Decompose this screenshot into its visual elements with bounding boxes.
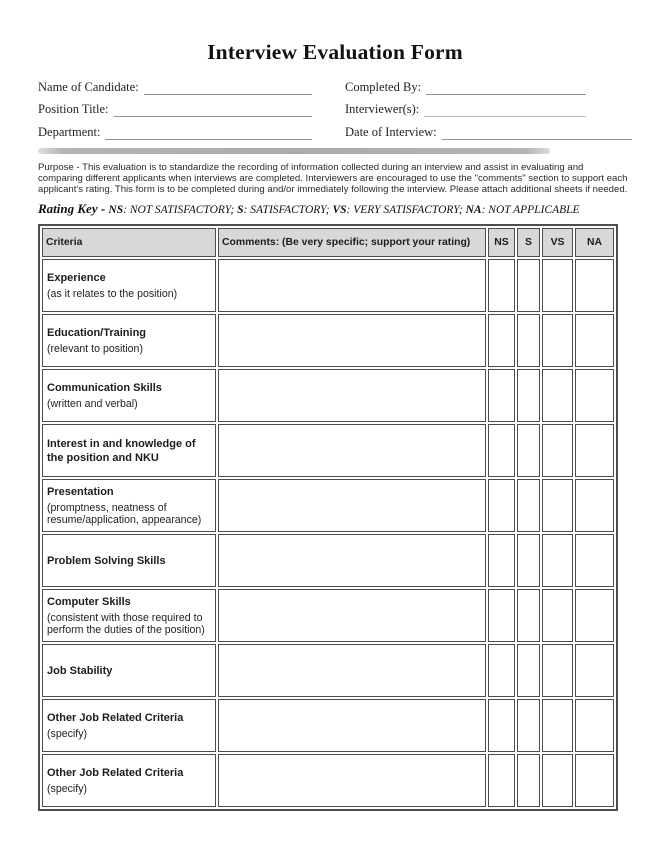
criterion-title: Other Job Related Criteria [47,766,184,779]
criterion-title: Presentation [47,485,114,498]
purpose-text: Purpose - This evaluation is to standardize the recording of information collected during an interview and assist in evaluating and comparing different applicants when interviews are completed. Interviewers are encouraged to use the "comments" section to support each applicant's rating. This form is to be completed during and/or immediately following the interview. Please attach additional sheets if needed. [38,161,628,195]
rating-cell-vs[interactable] [542,424,573,477]
completed-by-label: Completed By: [345,79,422,94]
comment-cell[interactable] [218,754,486,807]
header-criteria: Criteria [42,228,216,257]
criteria-row [42,314,614,367]
header-comments: Comments: (Be very specific; support your rating) [218,228,486,257]
rating-key-code-s: S [237,204,244,217]
criteria-row [42,644,614,697]
rating-key-code-ns: NS [108,204,124,217]
field-row-department [38,117,312,140]
criterion-title: Communication Skills [47,381,162,394]
rating-cell-na[interactable] [575,534,614,587]
rating-cell-s[interactable] [517,314,540,367]
rating-cell-s[interactable] [517,589,540,642]
comment-cell[interactable] [218,424,486,477]
rating-cell-na[interactable] [575,424,614,477]
header-fields [38,72,632,140]
comment-cell[interactable] [218,699,486,752]
criterion-title: Other Job Related Criteria [47,711,184,724]
rating-key-code-vs: VS [332,204,347,217]
divider-bar [38,148,550,154]
criteria-cell [42,369,216,422]
criterion-note: (specify) [47,782,88,795]
rating-cell-s[interactable] [517,699,540,752]
criteria-row [42,369,614,422]
rating-cell-vs[interactable] [542,259,573,312]
criterion-note: (specify) [47,727,88,740]
criteria-cell [42,699,216,752]
header-na: NA [575,228,614,257]
table-header-row [42,228,614,257]
criterion-title: Job Stability [47,664,113,677]
interviewers-input-line[interactable] [424,102,586,117]
comment-cell[interactable] [218,369,486,422]
field-row-interviewers [345,95,632,118]
rating-cell-ns[interactable] [488,369,515,422]
rating-cell-na[interactable] [575,589,614,642]
criteria-cell [42,479,216,532]
rating-key-meaning-vs: : VERY SATISFACTORY; [346,204,466,217]
rating-key-code-na: NA [465,204,482,217]
criterion-note: (promptness, neatness of resume/application, appearance) [47,501,202,527]
criterion-title: Problem Solving Skills [47,554,166,567]
completed-by-input-line[interactable] [426,80,586,95]
rating-cell-na[interactable] [575,259,614,312]
evaluation-table [38,224,618,811]
criteria-cell [42,534,216,587]
rating-cell-vs[interactable] [542,314,573,367]
rating-cell-vs[interactable] [542,754,573,807]
rating-cell-s[interactable] [517,369,540,422]
comment-cell[interactable] [218,479,486,532]
criteria-row [42,534,614,587]
field-row-position-title [38,95,312,118]
field-row-date-of-interview [345,117,632,140]
rating-cell-na[interactable] [575,699,614,752]
criteria-row [42,424,614,477]
header-s: S [517,228,540,257]
rating-cell-vs[interactable] [542,479,573,532]
rating-cell-ns[interactable] [488,754,515,807]
comment-cell[interactable] [218,314,486,367]
criterion-title: Interest in and knowledge of the position and NKU [47,437,196,464]
rating-cell-vs[interactable] [542,534,573,587]
header-ns: NS [488,228,515,257]
rating-cell-ns[interactable] [488,424,515,477]
rating-cell-ns[interactable] [488,479,515,532]
rating-cell-s[interactable] [517,644,540,697]
date-of-interview-input-line[interactable] [442,125,632,140]
criterion-note: (written and verbal) [47,397,138,410]
rating-cell-vs[interactable] [542,644,573,697]
comment-cell[interactable] [218,589,486,642]
rating-cell-s[interactable] [517,754,540,807]
criterion-title: Education/Training [47,326,147,339]
field-row-completed-by [345,72,632,95]
criteria-cell [42,644,216,697]
position-title-input-line[interactable] [114,102,312,117]
rating-key-meaning-s: : SATISFACTORY; [243,204,333,217]
name-of-candidate-label: Name of Candidate: [38,79,139,94]
rating-cell-na[interactable] [575,644,614,697]
department-input-line[interactable] [105,125,312,140]
criteria-cell [42,314,216,367]
criteria-cell [42,424,216,477]
criteria-cell [42,259,216,312]
rating-cell-na[interactable] [575,369,614,422]
rating-cell-ns[interactable] [488,699,515,752]
criteria-row [42,754,614,807]
position-title-label: Position Title: [38,102,109,116]
criterion-note: (relevant to position) [47,342,143,355]
page-title: Interview Evaluation Form [207,40,463,64]
rating-cell-s[interactable] [517,534,540,587]
date-of-interview-label: Date of Interview: [345,124,437,139]
criterion-note: (consistent with those required to perform the duties of the position) [47,611,205,637]
rating-key-meaning-na: : NOT APPLICABLE [481,204,580,217]
criteria-row [42,259,614,312]
criteria-cell [42,589,216,642]
rating-cell-na[interactable] [575,479,614,532]
rating-cell-na[interactable] [575,314,614,367]
rating-cell-s[interactable] [517,424,540,477]
rating-cell-ns[interactable] [488,644,515,697]
rating-cell-vs[interactable] [542,699,573,752]
comment-cell[interactable] [218,534,486,587]
rating-key [38,201,632,217]
rating-key-meaning-ns: : NOT SATISFACTORY; [123,204,238,217]
rating-cell-s[interactable] [517,479,540,532]
rating-cell-vs[interactable] [542,589,573,642]
rating-cell-ns[interactable] [488,259,515,312]
rating-key-label: Rating Key - [38,201,109,217]
fields-right-column [345,72,632,140]
criteria-row [42,589,614,642]
rating-cell-s[interactable] [517,259,540,312]
rating-cell-vs[interactable] [542,369,573,422]
field-row-name-of-candidate [38,72,312,95]
comment-cell[interactable] [218,259,486,312]
interviewers-label: Interviewer(s): [345,102,420,116]
criterion-title: Experience [47,271,106,284]
criteria-row [42,699,614,752]
header-vs: VS [542,228,573,257]
rating-cell-ns[interactable] [488,589,515,642]
criterion-note: (as it relates to the position) [47,287,178,300]
fields-left-column [38,72,312,140]
criteria-row [42,479,614,532]
criterion-title: Computer Skills [47,595,131,608]
rating-cell-ns[interactable] [488,314,515,367]
rating-cell-ns[interactable] [488,534,515,587]
criteria-cell [42,754,216,807]
name-of-candidate-input-line[interactable] [144,80,312,95]
department-label: Department: [38,124,101,139]
comment-cell[interactable] [218,644,486,697]
rating-cell-na[interactable] [575,754,614,807]
